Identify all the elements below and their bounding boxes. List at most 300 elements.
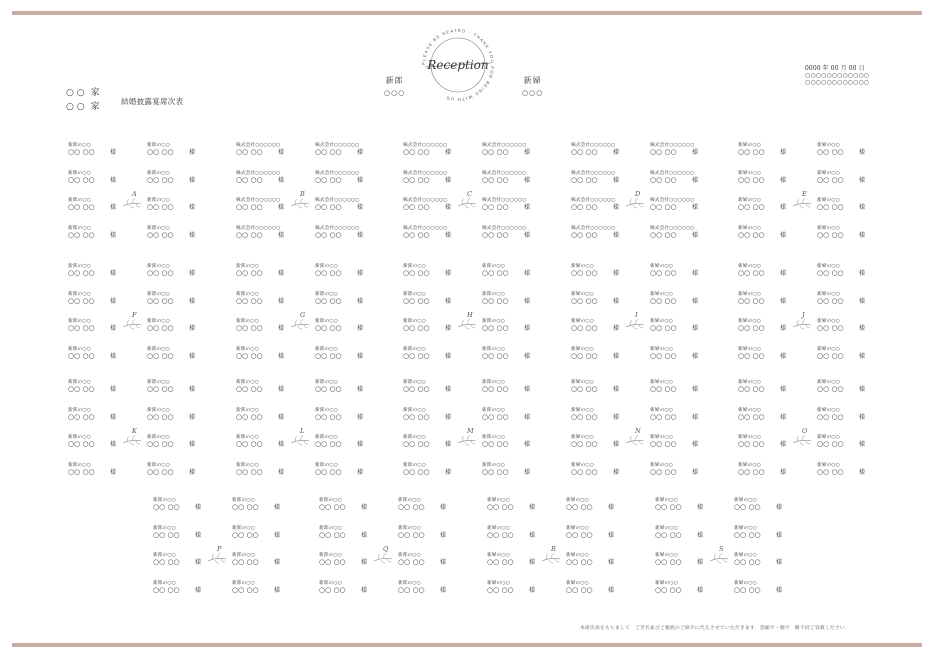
guest-seat — [68, 462, 117, 476]
guest-name: ○○ ○○ — [236, 385, 263, 393]
guest-name: ○○ ○○ — [232, 585, 259, 594]
table-j — [738, 263, 903, 373]
honorific: 様 — [189, 297, 196, 305]
table-q — [319, 497, 484, 607]
guest-relation: 新郎の○○ — [315, 407, 338, 413]
guest-seat — [403, 318, 452, 332]
guest-relation: 新婦の○○ — [650, 407, 673, 413]
guest-seat — [738, 225, 787, 239]
guest-name: ○○ ○○ — [571, 440, 598, 448]
table-label: D — [635, 190, 641, 198]
guest-seat — [571, 142, 620, 156]
honorific: 様 — [445, 149, 452, 156]
guest-relation: 新郎の○○ — [403, 380, 426, 385]
guest-name: ○○ ○○ — [734, 558, 761, 566]
honorific: 様 — [110, 352, 117, 360]
document-title: 結婚披露宴席次表 — [121, 97, 184, 106]
honorific: 様 — [859, 231, 866, 239]
guest-relation: 新郎の○○ — [398, 498, 421, 503]
family-suffix: 家 — [90, 88, 100, 98]
guest-relation: 新郎の○○ — [68, 143, 91, 148]
honorific: 様 — [692, 204, 699, 211]
honorific: 様 — [189, 441, 196, 448]
honorific: 様 — [692, 176, 699, 184]
guest-name: ○○ ○○ — [403, 412, 430, 421]
guest-name: ○○ ○○ — [738, 269, 765, 277]
guest-name: ○○ ○○ — [650, 230, 677, 239]
guest-relation: 新郎の○○ — [315, 346, 338, 352]
guest-seat — [738, 407, 787, 421]
honorific: 様 — [613, 413, 620, 421]
guest-relation: 株式会社○○○○○○ — [236, 143, 281, 148]
leaf-sprig-icon — [541, 553, 561, 565]
guest-seat — [817, 263, 866, 277]
guest-relation: 新婦の○○ — [817, 170, 840, 176]
guest-relation: 新郎の○○ — [403, 346, 426, 352]
table-k — [68, 379, 233, 489]
guest-name: ○○ ○○ — [147, 269, 174, 277]
guest-name: ○○ ○○ — [147, 324, 174, 332]
guest-seat — [817, 318, 866, 332]
honorific: 様 — [440, 559, 447, 566]
guest-relation: 新婦の○○ — [655, 525, 678, 531]
guest-name: ○○ ○○ — [817, 385, 844, 393]
guest-seat — [817, 142, 866, 156]
guest-relation: 新婦の○○ — [817, 225, 840, 231]
guest-seat — [403, 225, 452, 239]
honorific: 様 — [278, 413, 285, 421]
honorific: 様 — [189, 352, 196, 360]
honorific: 様 — [445, 176, 452, 184]
guest-seat — [236, 407, 285, 421]
guest-seat — [650, 170, 699, 184]
honorific: 様 — [189, 413, 196, 421]
honorific: 様 — [859, 325, 866, 332]
guest-name: ○○ ○○ — [571, 412, 598, 421]
guest-relation: 株式会社○○○○○○ — [650, 225, 695, 231]
honorific: 様 — [859, 176, 866, 184]
guest-name: ○○ ○○ — [817, 148, 844, 156]
guest-relation: 新郎の○○ — [482, 264, 505, 269]
guest-name: ○○ ○○ — [738, 296, 765, 305]
guest-relation: 新婦の○○ — [650, 346, 673, 352]
guest-name: ○○ ○○ — [655, 503, 682, 511]
guest-relation: 新郎の○○ — [232, 525, 255, 531]
groom-block — [384, 75, 405, 99]
guest-seat — [236, 142, 285, 156]
honorific: 様 — [780, 352, 787, 360]
guest-relation: 株式会社○○○○○○ — [403, 143, 448, 148]
guest-relation: 株式会社○○○○○○ — [315, 170, 360, 176]
guest-relation: 株式会社○○○○○○ — [482, 143, 527, 148]
guest-name: ○○ ○○ — [482, 203, 509, 211]
honorific: 様 — [278, 204, 285, 211]
honorific: 様 — [357, 297, 364, 305]
guest-relation: 新郎の○○ — [319, 525, 342, 531]
honorific: 様 — [195, 504, 202, 511]
guest-name: ○○ ○○ — [147, 385, 174, 393]
guest-name: ○○ ○○ — [236, 324, 263, 332]
guest-name: ○○ ○○ — [398, 503, 425, 511]
honorific: 様 — [357, 204, 364, 211]
guest-seat — [738, 263, 787, 277]
guest-name: ○○ ○○ — [236, 412, 263, 421]
guest-name: ○○ ○○ — [650, 412, 677, 421]
event-date: 0000 年 00 月 00 日 — [805, 65, 865, 72]
guest-name: ○○ ○○ — [236, 269, 263, 277]
groom-role: 新郎 — [385, 76, 404, 85]
guest-seat — [236, 346, 285, 360]
guest-relation: 株式会社○○○○○○ — [236, 225, 281, 231]
guest-seat — [650, 263, 699, 277]
guest-seat — [153, 497, 202, 511]
leaf-sprig-icon — [457, 198, 477, 210]
guest-seat — [482, 170, 531, 184]
honorific: 様 — [524, 386, 531, 393]
guest-relation: 株式会社○○○○○○ — [571, 143, 616, 148]
guest-relation: 新婦の○○ — [487, 525, 510, 531]
guest-name: ○○ ○○ — [236, 467, 263, 476]
guest-name: ○○ ○○ — [315, 440, 342, 448]
leaf-sprig-icon — [625, 319, 645, 331]
honorific: 様 — [859, 149, 866, 156]
guest-name: ○○ ○○ — [738, 175, 765, 184]
guest-seat — [650, 225, 699, 239]
guest-name: ○○ ○○ — [571, 269, 598, 277]
guest-seat — [817, 407, 866, 421]
honorific: 様 — [357, 352, 364, 360]
table-label: L — [300, 427, 305, 435]
table-label: J — [802, 311, 805, 319]
honorific: 様 — [613, 297, 620, 305]
guest-seat — [315, 170, 364, 184]
guest-seat — [232, 525, 281, 539]
honorific: 様 — [278, 297, 285, 305]
guest-seat — [398, 525, 447, 539]
guest-name: ○○ ○○ — [319, 530, 346, 539]
honorific: 様 — [613, 231, 620, 239]
guest-relation: 新郎の○○ — [398, 580, 421, 586]
leaf-sprig-icon — [290, 435, 310, 447]
guest-relation: 新郎の○○ — [153, 580, 176, 586]
guest-name: ○○ ○○ — [734, 503, 761, 511]
honorific: 様 — [776, 531, 783, 539]
guest-name: ○○ ○○ — [153, 558, 180, 566]
guest-name: ○○ ○○ — [817, 351, 844, 360]
guest-name: ○○ ○○ — [68, 440, 95, 448]
guest-seat — [566, 580, 615, 594]
guest-seat — [68, 407, 117, 421]
guest-name: ○○ ○○ — [315, 296, 342, 305]
guest-relation: 新郎の○○ — [398, 553, 421, 558]
honorific: 様 — [445, 352, 452, 360]
guest-relation: 新郎の○○ — [315, 435, 338, 440]
guest-relation: 新郎の○○ — [403, 319, 426, 324]
guest-name: ○○ ○○ — [738, 440, 765, 448]
guest-seat — [817, 197, 866, 211]
guest-seat — [650, 434, 699, 448]
table-label: E — [802, 190, 807, 198]
guest-name: ○○ ○○ — [68, 467, 95, 476]
honorific: 様 — [613, 352, 620, 360]
guest-seat — [236, 263, 285, 277]
guest-name: ○○ ○○ — [68, 324, 95, 332]
honorific: 様 — [110, 270, 117, 277]
guest-name: ○○ ○○ — [571, 351, 598, 360]
guest-seat — [487, 525, 536, 539]
honorific: 様 — [524, 270, 531, 277]
honorific: 様 — [110, 176, 117, 184]
guest-relation: 新郎の○○ — [482, 462, 505, 468]
guest-relation: 新婦の○○ — [817, 291, 840, 297]
honorific: 様 — [189, 149, 196, 156]
guest-name: ○○ ○○ — [482, 351, 509, 360]
guest-name: ○○ ○○ — [571, 203, 598, 211]
guest-name: ○○ ○○ — [738, 385, 765, 393]
guest-name: ○○ ○○ — [738, 412, 765, 421]
guest-name: ○○ ○○ — [482, 296, 509, 305]
guest-relation: 新郎の○○ — [147, 319, 170, 324]
guest-relation: 新婦の○○ — [817, 380, 840, 385]
guest-name: ○○ ○○ — [68, 203, 95, 211]
guest-seat — [147, 225, 196, 239]
leaf-sprig-icon — [625, 198, 645, 210]
guest-seat — [68, 318, 117, 332]
honorific: 様 — [524, 325, 531, 332]
guest-relation: 新郎の○○ — [153, 525, 176, 531]
guest-seat — [487, 497, 536, 511]
leaf-sprig-icon — [207, 553, 227, 565]
guest-relation: 新郎の○○ — [147, 380, 170, 385]
guest-name: ○○ ○○ — [147, 148, 174, 156]
honorific: 様 — [361, 531, 368, 539]
guest-seat — [482, 434, 531, 448]
guest-seat — [147, 291, 196, 305]
guest-relation: 新婦の○○ — [571, 380, 594, 385]
guest-relation: 新婦の○○ — [734, 553, 757, 558]
guest-name: ○○ ○○ — [68, 269, 95, 277]
guest-name: ○○ ○○ — [153, 503, 180, 511]
honorific: 様 — [274, 531, 281, 539]
honorific: 様 — [780, 176, 787, 184]
guest-seat — [566, 525, 615, 539]
guest-name: ○○ ○○ — [650, 351, 677, 360]
guest-name: ○○ ○○ — [398, 530, 425, 539]
guest-seat — [655, 552, 704, 566]
guest-relation: 株式会社○○○○○○ — [236, 198, 281, 203]
guest-seat — [147, 197, 196, 211]
guest-relation: 新婦の○○ — [655, 498, 678, 503]
honorific: 様 — [524, 297, 531, 305]
table-p — [153, 497, 318, 607]
guest-name: ○○ ○○ — [817, 467, 844, 476]
guest-relation: 新郎の○○ — [68, 264, 91, 269]
guest-relation: 新郎の○○ — [68, 346, 91, 352]
honorific: 様 — [274, 504, 281, 511]
guest-name: ○○ ○○ — [315, 148, 342, 156]
guest-seat — [147, 346, 196, 360]
table-m — [403, 379, 568, 489]
guest-name: ○○ ○○ — [236, 440, 263, 448]
honorific: 様 — [445, 325, 452, 332]
guest-name: ○○ ○○ — [487, 530, 514, 539]
leaf-sprig-icon — [709, 553, 729, 565]
guest-relation: 新婦の○○ — [817, 407, 840, 413]
guest-relation: 新婦の○○ — [738, 462, 761, 468]
guest-relation: 新郎の○○ — [232, 498, 255, 503]
bride-role: 新婦 — [523, 76, 542, 85]
table-a — [68, 142, 233, 252]
guest-seat — [650, 379, 699, 393]
guest-seat — [147, 142, 196, 156]
guest-name: ○○ ○○ — [738, 148, 765, 156]
guest-relation: 新婦の○○ — [571, 407, 594, 413]
guest-relation: 新郎の○○ — [147, 291, 170, 297]
guest-name: ○○ ○○ — [817, 412, 844, 421]
honorific: 様 — [361, 586, 368, 594]
guest-relation: 新郎の○○ — [68, 407, 91, 413]
honorific: 様 — [608, 531, 615, 539]
bottom-border-band — [12, 643, 922, 647]
honorific: 様 — [780, 386, 787, 393]
guest-relation: 新郎の○○ — [319, 580, 342, 586]
guest-seat — [571, 170, 620, 184]
guest-relation: 新婦の○○ — [571, 462, 594, 468]
logo-ring-text: PLEASE BE SEATED · THANK YOU FOR BEING WITH US — [420, 27, 496, 103]
honorific: 様 — [859, 441, 866, 448]
honorific: 様 — [697, 531, 704, 539]
guest-seat — [147, 434, 196, 448]
guest-seat — [153, 552, 202, 566]
guest-seat — [655, 497, 704, 511]
guest-relation: 新婦の○○ — [738, 170, 761, 176]
guest-seat — [482, 197, 531, 211]
guest-name: ○○ ○○ — [566, 558, 593, 566]
guest-seat — [571, 225, 620, 239]
guest-name: ○○ ○○ — [68, 148, 95, 156]
guest-relation: 新郎の○○ — [236, 319, 259, 324]
guest-name: ○○ ○○ — [482, 440, 509, 448]
leaf-sprig-icon — [122, 198, 142, 210]
guest-relation: 新郎の○○ — [147, 170, 170, 176]
guest-seat — [571, 318, 620, 332]
guest-name: ○○ ○○ — [650, 324, 677, 332]
guest-seat — [403, 346, 452, 360]
guest-seat — [232, 552, 281, 566]
guest-seat — [315, 142, 364, 156]
guest-seat — [571, 291, 620, 305]
table-l — [236, 379, 401, 489]
table-label: R — [551, 545, 556, 553]
guest-seat — [482, 263, 531, 277]
guest-relation: 新婦の○○ — [571, 346, 594, 352]
guest-relation: 新郎の○○ — [153, 553, 176, 558]
guest-seat — [68, 346, 117, 360]
guest-relation: 新婦の○○ — [650, 264, 673, 269]
honorific: 様 — [780, 468, 787, 476]
guest-seat — [734, 552, 783, 566]
guest-relation: 新郎の○○ — [482, 380, 505, 385]
guest-relation: 新婦の○○ — [566, 498, 589, 503]
guest-relation: 新婦の○○ — [738, 380, 761, 385]
honorific: 様 — [195, 531, 202, 539]
guest-relation: 新郎の○○ — [68, 380, 91, 385]
guest-seat — [232, 580, 281, 594]
footer-note: 本席次表をもちまして ご芳名並びご親族のご紹介に代えさせていただきます 恐縮字・脱字 略不同ご容赦ください — [580, 626, 845, 631]
honorific: 様 — [357, 386, 364, 393]
honorific: 様 — [445, 441, 452, 448]
family-suffix: 家 — [90, 102, 100, 112]
guest-relation: 新婦の○○ — [650, 319, 673, 324]
honorific: 様 — [859, 204, 866, 211]
guest-seat — [147, 462, 196, 476]
venue-line: ○○○○○○○○○○○○ — [805, 79, 870, 86]
guest-name: ○○ ○○ — [487, 503, 514, 511]
guest-relation: 新郎の○○ — [68, 225, 91, 231]
guest-seat — [482, 407, 531, 421]
guest-relation: 株式会社○○○○○○ — [315, 143, 360, 148]
guest-seat — [315, 346, 364, 360]
guest-name: ○○ ○○ — [403, 175, 430, 184]
guest-seat — [482, 346, 531, 360]
guest-seat — [68, 170, 117, 184]
guest-name: ○○ ○○ — [403, 467, 430, 476]
honorific: 様 — [274, 559, 281, 566]
guest-seat — [571, 379, 620, 393]
guest-seat — [738, 462, 787, 476]
guest-seat — [482, 318, 531, 332]
honorific: 様 — [357, 149, 364, 156]
guest-seat — [650, 142, 699, 156]
guest-relation: 新婦の○○ — [487, 553, 510, 558]
honorific: 様 — [357, 270, 364, 277]
guest-relation: 新婦の○○ — [571, 319, 594, 324]
guest-relation: 新郎の○○ — [482, 435, 505, 440]
honorific: 様 — [859, 352, 866, 360]
honorific: 様 — [189, 231, 196, 239]
honorific: 様 — [278, 441, 285, 448]
guest-seat — [738, 197, 787, 211]
guest-relation: 新郎の○○ — [236, 462, 259, 468]
guest-relation: 株式会社○○○○○○ — [571, 198, 616, 203]
honorific: 様 — [195, 559, 202, 566]
guest-relation: 新婦の○○ — [566, 553, 589, 558]
guest-name: ○○ ○○ — [738, 324, 765, 332]
guest-seat — [236, 170, 285, 184]
honorific: 様 — [697, 504, 704, 511]
honorific: 様 — [692, 270, 699, 277]
guest-name: ○○ ○○ — [817, 203, 844, 211]
honorific: 様 — [357, 231, 364, 239]
honorific: 様 — [692, 325, 699, 332]
guest-seat — [571, 197, 620, 211]
honorific: 様 — [524, 413, 531, 421]
table-f — [68, 263, 233, 373]
bride-block — [522, 75, 543, 99]
guest-seat — [236, 225, 285, 239]
guest-relation: 株式会社○○○○○○ — [571, 170, 616, 176]
honorific: 様 — [110, 386, 117, 393]
guest-seat — [566, 552, 615, 566]
honorific: 様 — [524, 352, 531, 360]
guest-relation: 新婦の○○ — [738, 291, 761, 297]
top-border-band — [12, 11, 922, 15]
honorific: 様 — [859, 413, 866, 421]
guest-name: ○○ ○○ — [482, 324, 509, 332]
guest-seat — [153, 525, 202, 539]
honorific: 様 — [440, 586, 447, 594]
guest-relation: 新郎の○○ — [319, 498, 342, 503]
